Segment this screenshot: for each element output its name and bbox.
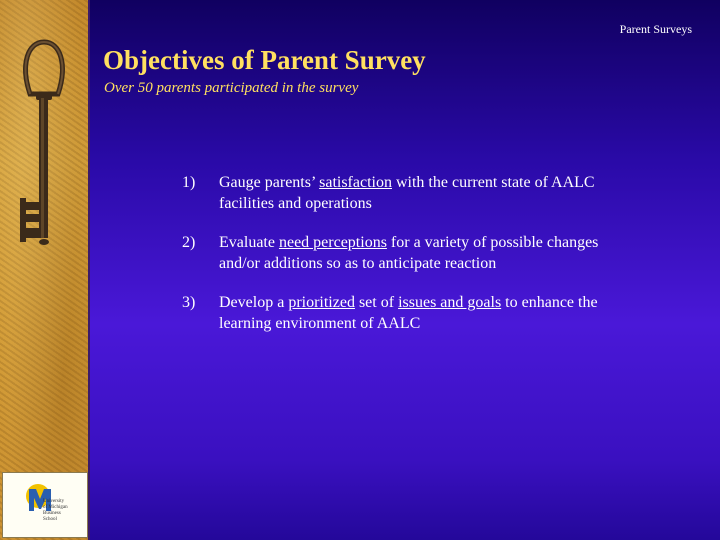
text-fragment: to enhance the learning environment of AALC [219,294,598,332]
objective-number: 1) [182,174,196,191]
objective-text [219,232,622,274]
text-fragment: with the current state of AALC facilities and operations [219,174,595,212]
text-fragment: for a variety of possible changes and/or additions so as to anticipate reaction [219,234,599,272]
left-panel [0,0,90,540]
underlined-term: prioritized [288,294,355,311]
panel-divider [88,0,90,540]
slide-title: Objectives of Parent Survey [103,45,426,75]
objective-text [219,292,622,334]
objective-number: 3) [182,294,196,311]
text-fragment: Evaluate [219,234,279,251]
underlined-term: satisfaction [319,174,392,191]
objective-item [182,232,622,274]
key-icon [10,34,80,274]
logo-line: Business [43,511,61,516]
slide-subtitle: Over 50 parents participated in the survey [104,80,359,96]
objective-item [182,172,622,214]
text-fragment: Gauge parents’ [219,174,320,191]
university-logo [2,472,88,538]
text-fragment: set of [354,294,399,311]
underlined-term: need perceptions [278,234,387,251]
objective-item [182,292,622,334]
logo-line: University [43,499,65,504]
logo-line: School [43,517,57,522]
objectives-list [182,172,622,334]
logo-line: of Michigan [43,505,68,510]
section-label: Parent Surveys [619,22,692,36]
objective-text [219,172,622,214]
logo-text [43,499,83,523]
objective-number: 2) [182,234,196,251]
text-fragment: Develop a [219,294,289,311]
underlined-term: issues and goals [398,294,502,311]
